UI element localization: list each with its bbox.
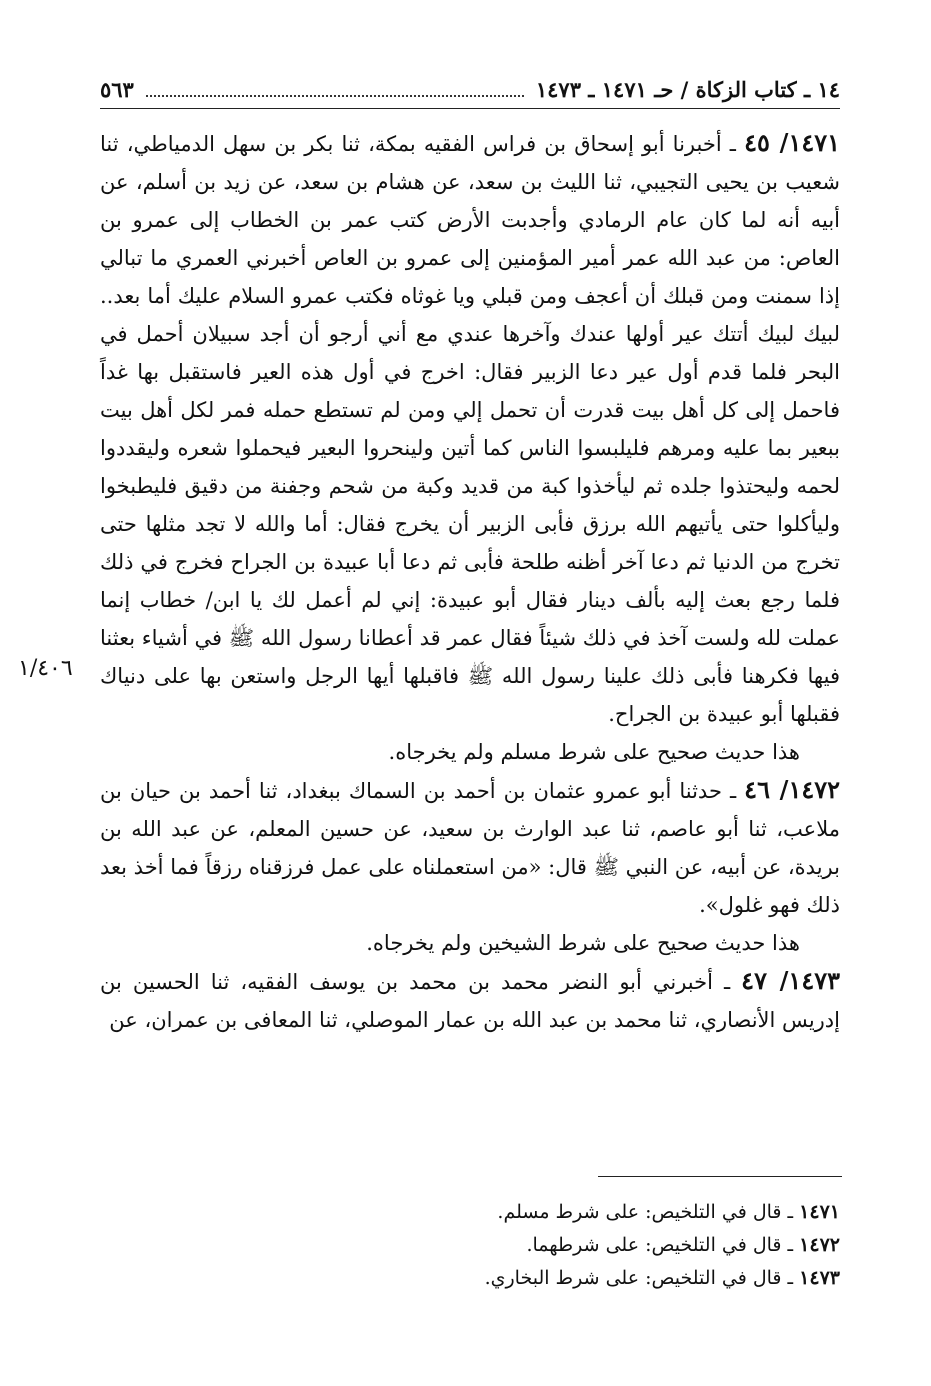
footnote-text: ـ قال في التلخيص: على شرطهما. (526, 1234, 794, 1256)
footnote-number: ١٤٧٣ (799, 1267, 840, 1289)
hadith-verdict: هذا حديث صحيح على شرط الشيخين ولم يخرجاه. (366, 931, 800, 955)
footnote-text: ـ قال في التلخيص: على شرط البخاري. (484, 1267, 794, 1289)
hadith-number: ١٤٧٣/ ٤٧ (741, 966, 840, 995)
footnote-item (100, 1262, 840, 1295)
main-text (100, 124, 840, 1039)
footnote-text: ـ قال في التلخيص: على شرط مسلم. (497, 1201, 794, 1223)
running-header (100, 70, 840, 109)
hadith-1472 (100, 771, 840, 924)
hadith-text: ـ حدثنا أبو عمرو عثمان بن أحمد بن السماك ببغداد، ثنا أحمد بن حيان بن ملاعب، ثنا أبو عاصم، ثنا عبد الوارث بن سعيد، عن حسين المعلم، عن عبد الله بن بريدة، عن أبيه، عن النبي ﷺ قال: «من استعملناه على عمل فرزقناه رزقاً فما أخذ بعد ذلك فهو غلول». (100, 779, 840, 917)
hadith-1473 (100, 962, 840, 1039)
footnote-number: ١٤٧٢ (799, 1234, 840, 1256)
margin-reference: ١/٤٠٦ (18, 656, 73, 681)
dot-leader (146, 81, 524, 97)
running-title: ١٤ ـ كتاب الزكاة / حـ ١٤٧١ ـ ١٤٧٣ (535, 76, 840, 102)
hadith-number: ١٤٧٢/ ٤٦ (744, 775, 840, 804)
footnote-item (100, 1196, 840, 1229)
hadith-verdict: هذا حديث صحيح على شرط مسلم ولم يخرجاه. (388, 740, 800, 764)
hadith-text: ـ أخبرني أبو النضر محمد بن محمد بن يوسف الفقيه، ثنا الحسين بن إدريس الأنصاري، ثنا محمد بن عبد الله بن عمار الموصلي، ثنا المعافى بن عمران، عن (100, 970, 840, 1032)
page-number: ٥٦٣ (100, 76, 134, 102)
hadith-text: ـ أخبرنا أبو إسحاق بن فراس الفقيه بمكة، ثنا بكر بن سهل الدمياطي، ثنا شعيب بن يحيى التجيبي، ثنا الليث بن سعد، عن هشام بن سعد، عن زيد بن أسلم، عن أبيه أنه لما كان عام الرمادي وأجدبت الأرض كتب عمر بن الخطاب إلى عمرو بن العاص: من عبد الله عمر أمير المؤمنين إلى عمرو بن العاص أخبرني العمري ما تبالي إذا سمنت ومن قبلك أن أعجف ومن قبلي ويا غوثاه فكتب عمرو السلام عليك أما بعد.. لبيك لبيك أتتك عير أولها عندك وآخرها عندي مع أني أرجو أن أجد سبيلان أحمل في البحر فلما قدم أول عير دعا الزبير فقال: اخرج في أول هذه العير فاستقبل بها غداً فاحمل إلى كل أهل بيت قدرت أن تحمل إلي ومن لم تستطع حمله فمر لكل أهل بيت ببعير بما عليه ومرهم فليلبسوا الناس كما أتين ولينحروا البعير فيحملوا شعره وليقددوا لحمه وليحتذوا جلده ثم ليأخذوا كبة من قديد وكبة من شحم وجفنة من دقيق فليطبخوا وليأكلوا حتى يأتيهم الله برزق فأبى الزبير أن يخرج فقال: أما والله لا تجد مثلها حتى تخرج من الدنيا ثم دعا آخر أظنه طلحة فأبى ثم دعا أبا عبيدة بن الجراح فخرج في ذلك فلما رجع بعث إليه بألف دينار فقال أبو عبيدة: إني لم أعمل لك يا ابن/ خطاب إنما عملت لله ولست آخذ في ذلك شيئاً فقال عمر قد أعطانا رسول الله ﷺ في أشياء بعثنا فيها فكرهنا فأبى ذلك علينا رسول الله ﷺ فاقبلها أيها الرجل واستعن بها على دنياك فقبلها أبو عبيدة بن الجراح. (100, 132, 840, 726)
hadith-1471 (100, 124, 840, 733)
footnotes (100, 1196, 840, 1295)
footnote-number: ١٤٧١ (799, 1201, 840, 1223)
footnote-separator (598, 1176, 842, 1177)
hadith-number: ١٤٧١/ ٤٥ (744, 128, 840, 157)
footnote-item (100, 1229, 840, 1262)
